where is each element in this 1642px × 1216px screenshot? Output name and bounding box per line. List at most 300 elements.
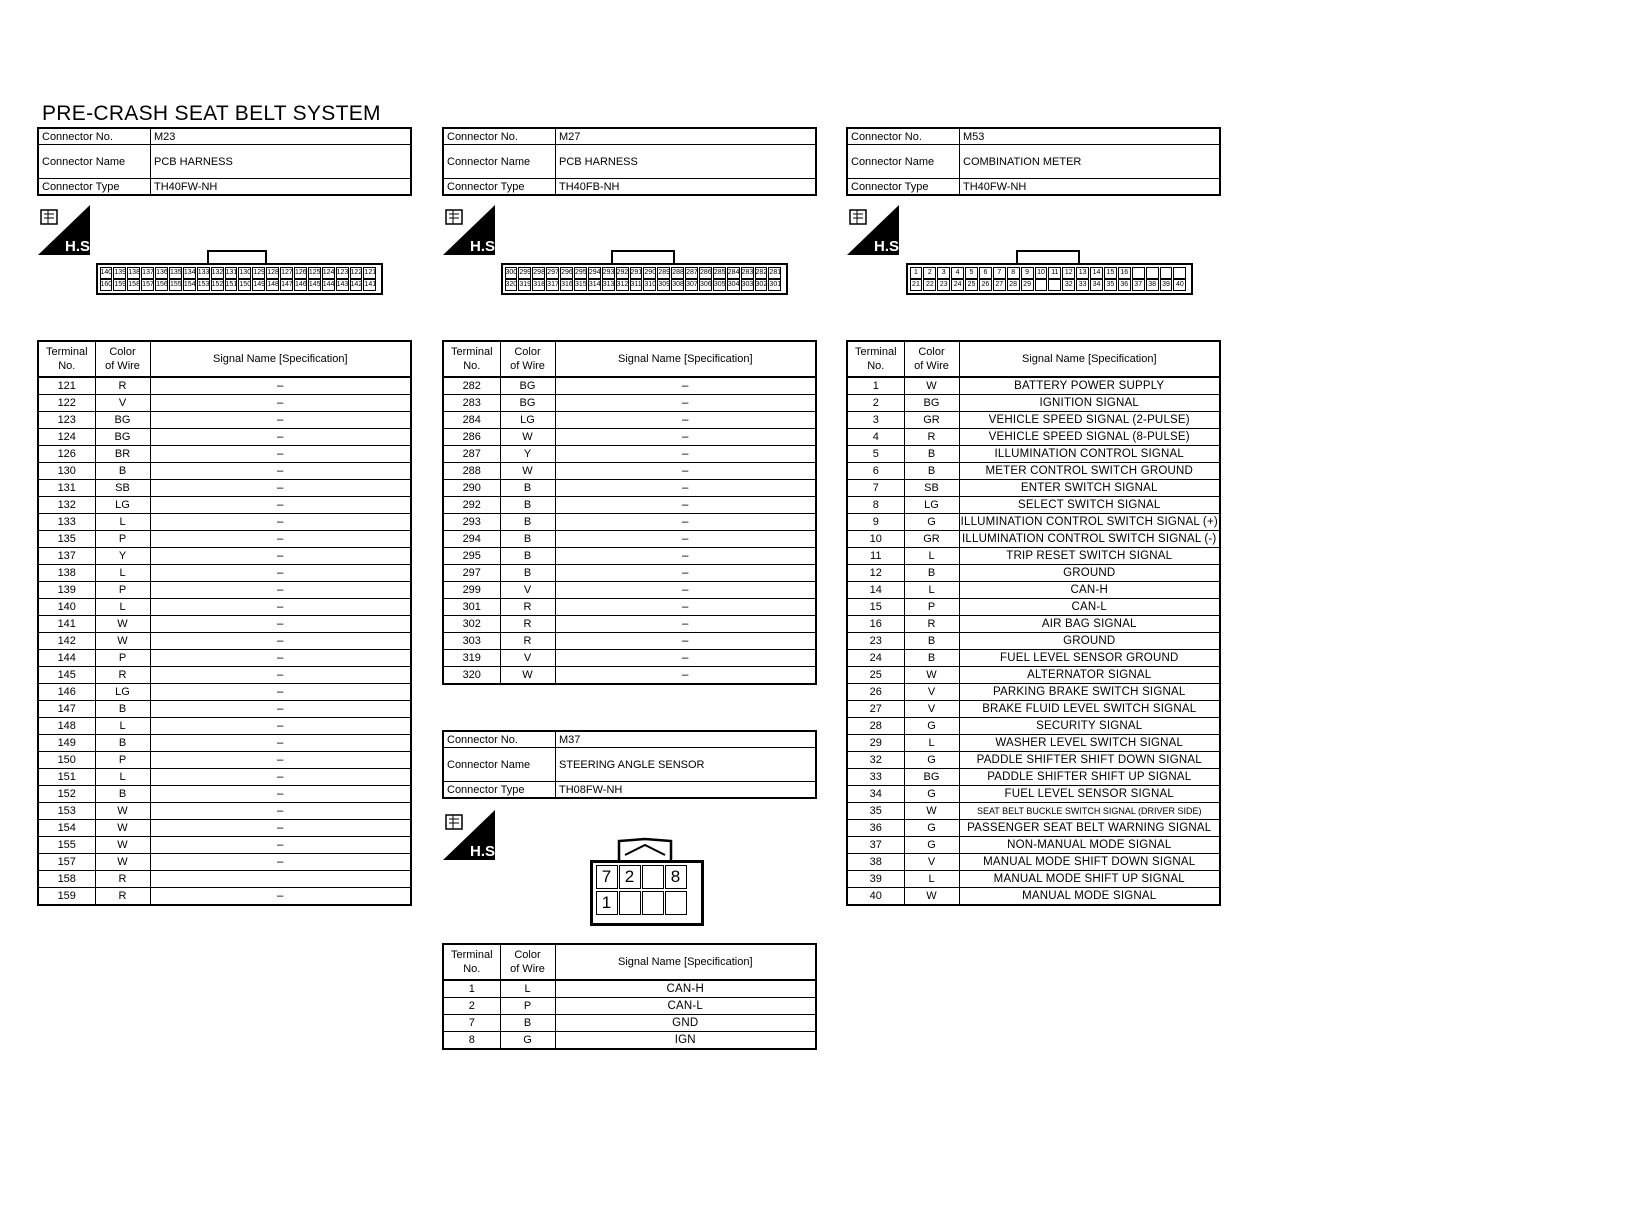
color-header: Color of Wire <box>500 341 555 377</box>
connector-terminal: 142 <box>350 279 363 291</box>
page-title: PRE-CRASH SEAT BELT SYSTEM <box>42 102 381 125</box>
table-row <box>443 980 816 998</box>
signal-cell: MANUAL MODE SHIFT DOWN SIGNAL <box>959 854 1220 871</box>
connector-terminal: 124 <box>322 267 335 279</box>
signal-cell: – <box>555 599 816 616</box>
table-row <box>847 735 1220 752</box>
signal-cell: GND <box>555 1015 816 1032</box>
connector-terminal: 10 <box>1035 267 1048 279</box>
table-row <box>38 888 411 906</box>
signal-cell: – <box>150 377 411 395</box>
color-cell: SB <box>904 480 959 497</box>
table-row <box>38 752 411 769</box>
connector-type-label: Connector Type <box>443 179 556 196</box>
table-row <box>443 548 816 565</box>
connector-no-value: M37 <box>556 731 817 748</box>
color-cell: P <box>95 531 150 548</box>
signal-cell: – <box>555 667 816 685</box>
terminal-cell: 24 <box>847 650 904 667</box>
connector-terminal: 4 <box>951 267 964 279</box>
signal-cell: – <box>150 837 411 854</box>
terminal-cell: 303 <box>443 633 500 650</box>
signal-cell: VEHICLE SPEED SIGNAL (2-PULSE) <box>959 412 1220 429</box>
signal-cell: – <box>555 446 816 463</box>
table-row <box>443 377 816 395</box>
color-cell: B <box>95 786 150 803</box>
connector-terminal: 304 <box>727 279 740 291</box>
connector-terminal: 298 <box>532 267 545 279</box>
color-cell: W <box>500 463 555 480</box>
table-row <box>443 616 816 633</box>
table-row <box>38 599 411 616</box>
connector-terminal: 9 <box>1021 267 1034 279</box>
connector-terminal: 23 <box>937 279 950 291</box>
signal-cell: WASHER LEVEL SWITCH SIGNAL <box>959 735 1220 752</box>
terminal-cell: 28 <box>847 718 904 735</box>
terminal-cell: 138 <box>38 565 95 582</box>
color-cell: V <box>95 395 150 412</box>
connector-name-value: STEERING ANGLE SENSOR <box>556 748 817 782</box>
connector-terminal: 28 <box>1007 279 1020 291</box>
connector-terminal <box>1132 267 1145 279</box>
terminal-cell: 282 <box>443 377 500 395</box>
connector-no-label: Connector No. <box>847 128 960 145</box>
table-row <box>443 497 816 514</box>
terminal-cell: 158 <box>38 871 95 888</box>
signal-cell: – <box>555 429 816 446</box>
color-cell: R <box>904 616 959 633</box>
table-row <box>443 514 816 531</box>
connector-terminal: 134 <box>183 267 196 279</box>
color-cell: V <box>500 650 555 667</box>
connector-terminal: 22 <box>923 279 936 291</box>
color-cell: LG <box>95 684 150 701</box>
table-row <box>443 582 816 599</box>
connector-terminal: 2 <box>619 865 641 889</box>
terminal-cell: 294 <box>443 531 500 548</box>
signal-cell: CAN-H <box>959 582 1220 599</box>
signal-cell: SECURITY SIGNAL <box>959 718 1220 735</box>
connector-no-label: Connector No. <box>38 128 151 145</box>
connector-terminal: 154 <box>183 279 196 291</box>
table-row <box>443 667 816 685</box>
color-cell: W <box>95 837 150 854</box>
table-row <box>443 429 816 446</box>
color-cell: LG <box>904 497 959 514</box>
pin-table-m27 <box>442 340 817 685</box>
connector-face-m27 <box>501 263 788 295</box>
signal-cell: VEHICLE SPEED SIGNAL (8-PULSE) <box>959 429 1220 446</box>
connector-terminal: 281 <box>768 267 781 279</box>
terminal-cell: 7 <box>847 480 904 497</box>
table-row <box>847 854 1220 871</box>
color-cell: BR <box>95 446 150 463</box>
connector-terminal: 37 <box>1132 279 1145 291</box>
terminal-cell: 148 <box>38 718 95 735</box>
signal-cell: – <box>555 514 816 531</box>
connector-terminal: 160 <box>100 279 113 291</box>
connector-hood <box>1016 250 1080 264</box>
connector-terminal: 128 <box>266 267 279 279</box>
color-cell: W <box>95 803 150 820</box>
signal-cell: – <box>555 377 816 395</box>
connector-terminal: 21 <box>910 279 923 291</box>
table-row <box>847 582 1220 599</box>
terminal-cell: 123 <box>38 412 95 429</box>
table-row <box>38 582 411 599</box>
signal-cell: MANUAL MODE SHIFT UP SIGNAL <box>959 871 1220 888</box>
terminal-cell: 5 <box>847 446 904 463</box>
color-cell: R <box>95 871 150 888</box>
connector-no-label: Connector No. <box>443 731 556 748</box>
terminal-cell: 135 <box>38 531 95 548</box>
table-row <box>443 998 816 1015</box>
connector-terminal: 16 <box>1118 267 1131 279</box>
connector-type-value: TH08FW-NH <box>556 782 817 799</box>
color-cell: B <box>95 735 150 752</box>
terminal-cell: 126 <box>38 446 95 463</box>
connector-terminal: 303 <box>741 279 754 291</box>
terminal-cell: 11 <box>847 548 904 565</box>
signal-cell: – <box>150 684 411 701</box>
signal-cell: – <box>555 497 816 514</box>
connector-terminal: 126 <box>294 267 307 279</box>
signal-cell: ILLUMINATION CONTROL SWITCH SIGNAL (-) <box>959 531 1220 548</box>
hs-icon <box>443 810 500 865</box>
signal-header: Signal Name [Specification] <box>555 944 816 980</box>
terminal-cell: 35 <box>847 803 904 820</box>
signal-cell: CAN-H <box>555 980 816 998</box>
table-row <box>38 412 411 429</box>
terminal-cell: 147 <box>38 701 95 718</box>
signal-cell: SELECT SWITCH SIGNAL <box>959 497 1220 514</box>
signal-cell: PADDLE SHIFTER SHIFT DOWN SIGNAL <box>959 752 1220 769</box>
terminal-cell: 7 <box>443 1015 500 1032</box>
table-row <box>38 514 411 531</box>
terminal-cell: 1 <box>443 980 500 998</box>
connector-terminal: 286 <box>699 267 712 279</box>
terminal-cell: 139 <box>38 582 95 599</box>
color-cell: G <box>904 752 959 769</box>
connector-terminal <box>1146 267 1159 279</box>
table-row <box>443 463 816 480</box>
table-row <box>38 565 411 582</box>
signal-cell: – <box>555 633 816 650</box>
connector-hood <box>617 837 673 861</box>
table-row <box>847 463 1220 480</box>
signal-cell: ENTER SWITCH SIGNAL <box>959 480 1220 497</box>
signal-cell: BATTERY POWER SUPPLY <box>959 377 1220 395</box>
terminal-cell: 6 <box>847 463 904 480</box>
color-cell: B <box>500 497 555 514</box>
pin-table-m53 <box>846 340 1221 906</box>
signal-cell: – <box>150 786 411 803</box>
terminal-cell: 3 <box>847 412 904 429</box>
connector-terminal: 145 <box>308 279 321 291</box>
table-row <box>38 735 411 752</box>
connector-terminal: 14 <box>1090 267 1103 279</box>
connector-terminal: 12 <box>1062 267 1075 279</box>
connector-terminal: 158 <box>127 279 140 291</box>
signal-header: Signal Name [Specification] <box>555 341 816 377</box>
connector-terminal: 135 <box>169 267 182 279</box>
table-row <box>847 599 1220 616</box>
terminal-cell: 32 <box>847 752 904 769</box>
terminal-cell: 287 <box>443 446 500 463</box>
signal-cell: FUEL LEVEL SENSOR GROUND <box>959 650 1220 667</box>
table-row <box>847 786 1220 803</box>
connector-terminal: 148 <box>266 279 279 291</box>
connector-name-value: PCB HARNESS <box>556 145 817 179</box>
connector-terminal: 33 <box>1076 279 1089 291</box>
connector-terminal: 313 <box>602 279 615 291</box>
svg-text:H.S.: H.S. <box>874 238 904 255</box>
table-row <box>38 463 411 480</box>
terminal-cell: 142 <box>38 633 95 650</box>
color-cell: R <box>95 667 150 684</box>
table-row <box>38 616 411 633</box>
color-cell: B <box>500 514 555 531</box>
table-row <box>847 548 1220 565</box>
table-row <box>847 837 1220 854</box>
terminal-cell: 14 <box>847 582 904 599</box>
color-cell: P <box>95 650 150 667</box>
table-row <box>443 1032 816 1050</box>
terminal-cell: 15 <box>847 599 904 616</box>
connector-terminal: 287 <box>685 267 698 279</box>
connector-type-label: Connector Type <box>847 179 960 196</box>
table-row <box>443 412 816 429</box>
connector-terminal: 11 <box>1048 267 1061 279</box>
table-row <box>38 395 411 412</box>
signal-cell: – <box>150 463 411 480</box>
terminal-cell: 149 <box>38 735 95 752</box>
color-cell: W <box>95 633 150 650</box>
connector-type-label: Connector Type <box>443 782 556 799</box>
table-row <box>847 820 1220 837</box>
color-cell: P <box>500 998 555 1015</box>
signal-cell: GROUND <box>959 565 1220 582</box>
connector-terminal: 308 <box>671 279 684 291</box>
connector-terminal: 292 <box>616 267 629 279</box>
connector-name-label: Connector Name <box>847 145 960 179</box>
connector-info-m53 <box>846 127 1221 196</box>
connector-terminal: 25 <box>965 279 978 291</box>
color-cell: P <box>95 582 150 599</box>
signal-cell: – <box>150 650 411 667</box>
connector-terminal: 310 <box>643 279 656 291</box>
terminal-cell: 144 <box>38 650 95 667</box>
signal-cell: – <box>555 395 816 412</box>
connector-name-label: Connector Name <box>443 145 556 179</box>
signal-cell: PASSENGER SEAT BELT WARNING SIGNAL <box>959 820 1220 837</box>
connector-terminal: 129 <box>252 267 265 279</box>
connector-no-value: M23 <box>151 128 412 145</box>
connector-terminal: 133 <box>197 267 210 279</box>
color-cell: BG <box>904 769 959 786</box>
signal-cell: – <box>555 548 816 565</box>
signal-cell: – <box>555 480 816 497</box>
table-row <box>443 633 816 650</box>
table-row <box>38 803 411 820</box>
connector-terminal <box>665 891 687 915</box>
signal-cell: FUEL LEVEL SENSOR SIGNAL <box>959 786 1220 803</box>
connector-terminal: 307 <box>685 279 698 291</box>
terminal-cell: 292 <box>443 497 500 514</box>
table-row <box>847 616 1220 633</box>
table-row <box>443 565 816 582</box>
signal-cell: – <box>150 446 411 463</box>
signal-cell: – <box>150 395 411 412</box>
connector-name-label: Connector Name <box>443 748 556 782</box>
color-cell: G <box>904 820 959 837</box>
connector-terminal: 137 <box>141 267 154 279</box>
terminal-cell: 23 <box>847 633 904 650</box>
connector-terminal: 319 <box>518 279 531 291</box>
signal-cell: PADDLE SHIFTER SHIFT UP SIGNAL <box>959 769 1220 786</box>
terminal-cell: 40 <box>847 888 904 906</box>
terminal-cell: 133 <box>38 514 95 531</box>
table-row <box>847 769 1220 786</box>
terminal-cell: 1 <box>847 377 904 395</box>
connector-terminal: 15 <box>1104 267 1117 279</box>
signal-cell <box>150 871 411 888</box>
terminal-cell: 12 <box>847 565 904 582</box>
color-cell: B <box>904 650 959 667</box>
color-cell: BG <box>500 377 555 395</box>
connector-type-label: Connector Type <box>38 179 151 196</box>
terminal-cell: 26 <box>847 684 904 701</box>
color-cell: R <box>500 599 555 616</box>
terminal-header: Terminal No. <box>847 341 904 377</box>
signal-cell: – <box>555 531 816 548</box>
connector-no-label: Connector No. <box>443 128 556 145</box>
table-row <box>443 650 816 667</box>
terminal-cell: 8 <box>443 1032 500 1050</box>
connector-face-m37 <box>590 860 704 926</box>
table-row <box>443 395 816 412</box>
terminal-cell: 154 <box>38 820 95 837</box>
color-cell: B <box>500 1015 555 1032</box>
table-row <box>847 497 1220 514</box>
connector-terminal: 159 <box>113 279 126 291</box>
connector-terminal: 284 <box>727 267 740 279</box>
terminal-cell: 10 <box>847 531 904 548</box>
terminal-cell: 290 <box>443 480 500 497</box>
connector-terminal <box>1048 279 1061 291</box>
terminal-cell: 140 <box>38 599 95 616</box>
signal-cell: – <box>150 548 411 565</box>
table-row <box>443 1015 816 1032</box>
table-row <box>38 667 411 684</box>
signal-cell: – <box>150 633 411 650</box>
signal-cell: – <box>150 803 411 820</box>
table-row <box>847 480 1220 497</box>
table-row <box>38 429 411 446</box>
table-row <box>38 820 411 837</box>
connector-terminal: 293 <box>602 267 615 279</box>
table-row <box>38 769 411 786</box>
terminal-header: Terminal No. <box>443 944 500 980</box>
signal-cell: BRAKE FLUID LEVEL SWITCH SIGNAL <box>959 701 1220 718</box>
connector-info-m27 <box>442 127 817 196</box>
connector-terminal <box>619 891 641 915</box>
color-cell: W <box>904 888 959 906</box>
signal-cell: METER CONTROL SWITCH GROUND <box>959 463 1220 480</box>
color-cell: L <box>904 735 959 752</box>
connector-terminal: 1 <box>910 267 923 279</box>
color-cell: B <box>904 446 959 463</box>
signal-cell: – <box>555 650 816 667</box>
color-cell: L <box>95 514 150 531</box>
table-row <box>38 531 411 548</box>
connector-terminal: 32 <box>1062 279 1075 291</box>
signal-cell: ALTERNATOR SIGNAL <box>959 667 1220 684</box>
connector-terminal: 1 <box>596 891 618 915</box>
connector-terminal: 140 <box>100 267 113 279</box>
signal-cell: – <box>150 701 411 718</box>
terminal-header: Terminal No. <box>38 341 95 377</box>
terminal-cell: 130 <box>38 463 95 480</box>
terminal-cell: 137 <box>38 548 95 565</box>
connector-terminal: 301 <box>768 279 781 291</box>
table-row <box>847 412 1220 429</box>
signal-header: Signal Name [Specification] <box>959 341 1220 377</box>
table-row <box>443 599 816 616</box>
color-cell: R <box>500 616 555 633</box>
table-row <box>38 718 411 735</box>
color-cell: BG <box>95 412 150 429</box>
terminal-cell: 121 <box>38 377 95 395</box>
signal-cell: NON-MANUAL MODE SIGNAL <box>959 837 1220 854</box>
connector-terminal: 285 <box>713 267 726 279</box>
signal-cell: – <box>555 565 816 582</box>
connector-terminal: 26 <box>979 279 992 291</box>
color-cell: R <box>95 377 150 395</box>
table-row <box>38 650 411 667</box>
color-cell: W <box>904 377 959 395</box>
connector-terminal <box>1160 267 1173 279</box>
connector-face-m23 <box>96 263 383 295</box>
connector-terminal: 143 <box>336 279 349 291</box>
color-cell: W <box>95 820 150 837</box>
hs-icon <box>443 205 500 260</box>
signal-cell: – <box>150 531 411 548</box>
terminal-cell: 25 <box>847 667 904 684</box>
connector-terminal: 282 <box>755 267 768 279</box>
connector-terminal: 122 <box>350 267 363 279</box>
terminal-cell: 39 <box>847 871 904 888</box>
terminal-cell: 34 <box>847 786 904 803</box>
connector-terminal: 38 <box>1146 279 1159 291</box>
connector-terminal: 5 <box>965 267 978 279</box>
color-cell: B <box>95 463 150 480</box>
color-cell: G <box>904 718 959 735</box>
connector-no-value: M53 <box>960 128 1221 145</box>
table-row <box>847 565 1220 582</box>
connector-terminal: 306 <box>699 279 712 291</box>
table-row <box>847 633 1220 650</box>
connector-terminal: 311 <box>630 279 643 291</box>
terminal-cell: 297 <box>443 565 500 582</box>
terminal-cell: 27 <box>847 701 904 718</box>
terminal-cell: 8 <box>847 497 904 514</box>
color-cell: B <box>500 531 555 548</box>
connector-terminal: 131 <box>225 267 238 279</box>
color-cell: W <box>904 667 959 684</box>
table-row <box>847 888 1220 906</box>
table-row <box>38 548 411 565</box>
